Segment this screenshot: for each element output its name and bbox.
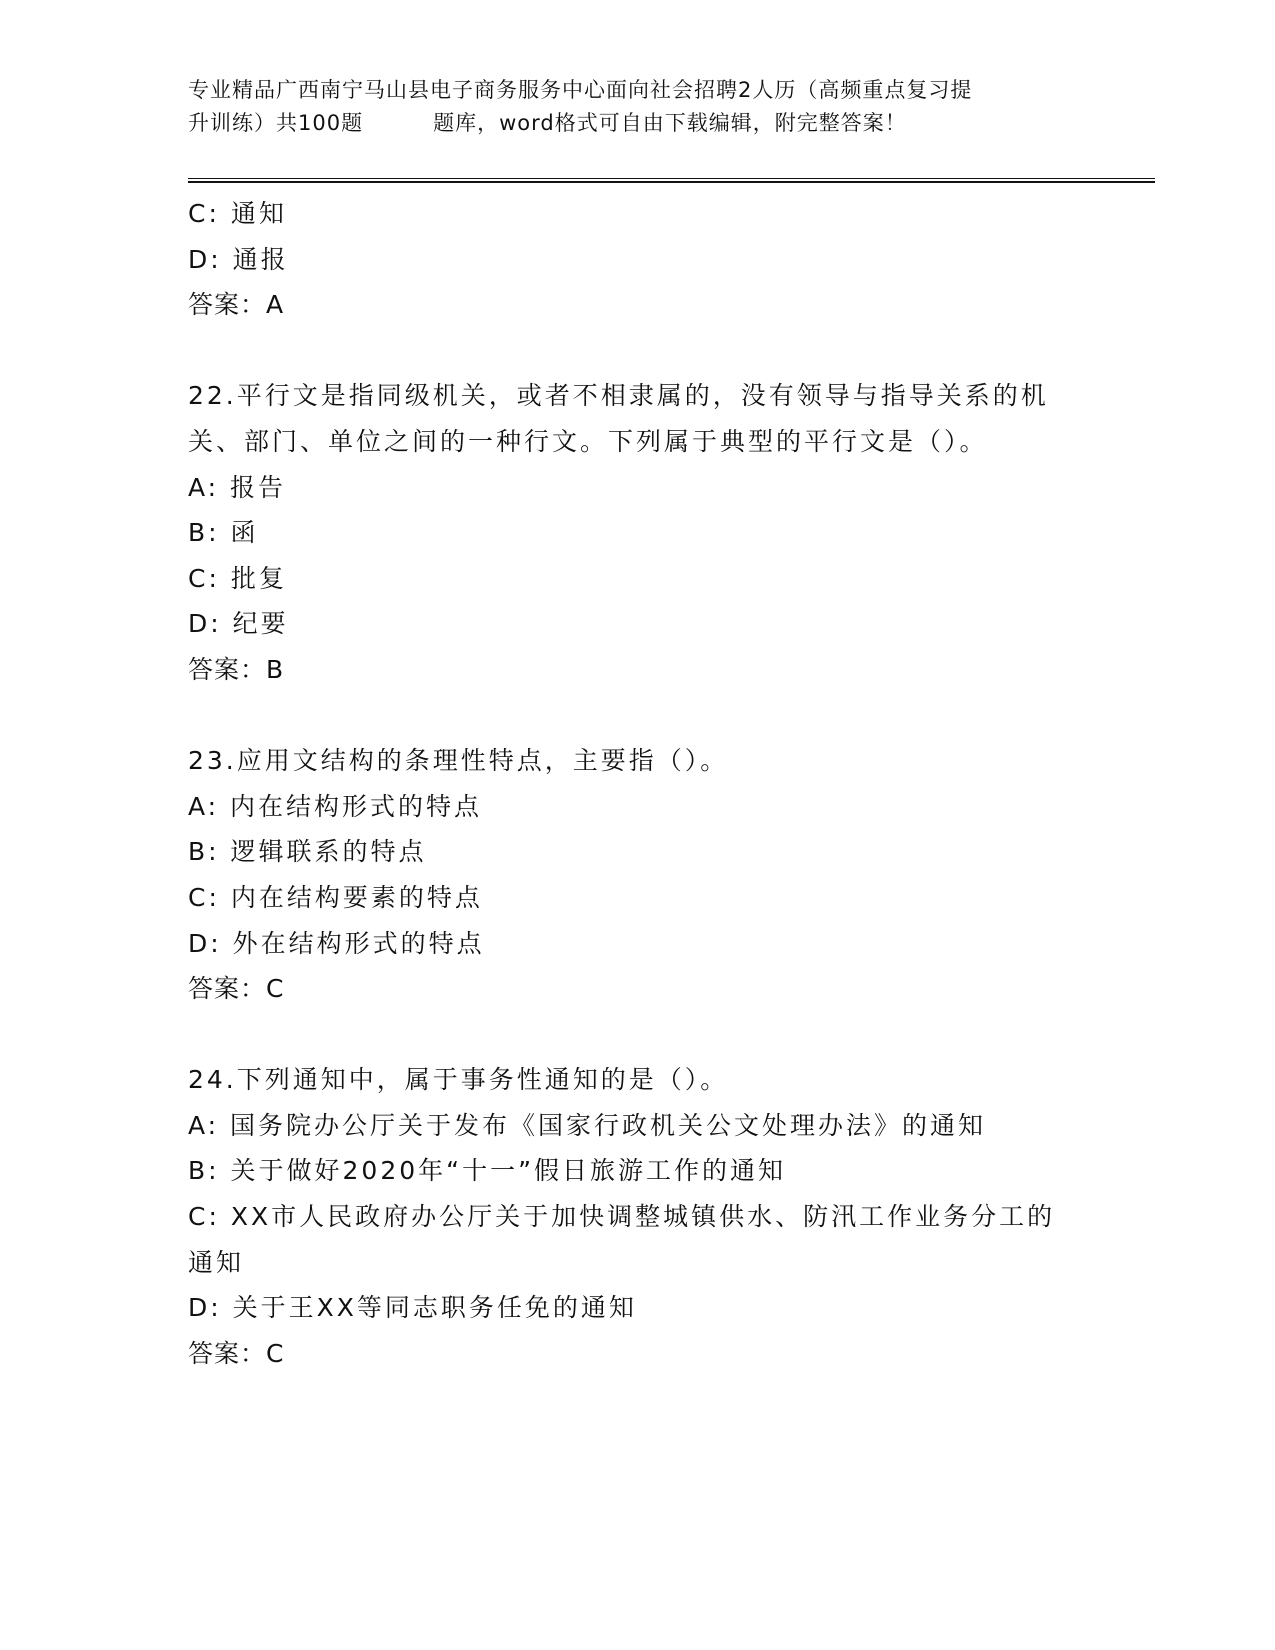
question-text-line-2: 关、部门、单位之间的一种行文。下列属于典型的平行文是（）。 [188,426,988,456]
answer: 答案：B [188,654,285,684]
option-b: B: 函 [188,518,259,548]
header-line-2-part-1: 升训练）共100题 [188,111,364,135]
answer: 答案：C [188,1338,285,1368]
option-d: D: 外在结构形式的特点 [188,928,485,958]
option-a: A: 内在结构形式的特点 [188,791,483,821]
option-d: D: 通报 [188,244,289,274]
option-c: C: 批复 [188,563,287,593]
header-line-2-part-2: 题库，word格式可自由下载编辑，附完整答案！ [433,111,907,135]
option-a: A: 报告 [188,472,287,502]
option-b: B: 逻辑联系的特点 [188,837,427,867]
spacer [188,693,1088,739]
question-list [188,191,1088,1376]
question-text-line-1: 23.应用文结构的条理性特点，主要指（）。 [188,746,729,776]
option-a: A: 国务院办公厅关于发布《国家行政机关公文处理办法》的通知 [188,1110,987,1140]
option-c-line-2: 通知 [188,1247,245,1277]
answer: 答案：C [188,974,285,1004]
question-text-line-1: 24.下列通知中，属于事务性通知的是（）。 [188,1065,729,1095]
option-d: D: 关于王XX等同志职务任免的通知 [188,1293,637,1323]
spacer [188,1012,1088,1058]
option-c-line-1: C: XX市人民政府办公厅关于加快调整城镇供水、防汛工作业务分工的 [188,1202,1056,1232]
option-c: C: 内在结构要素的特点 [188,882,483,912]
question-text-line-1: 22.平行文是指同级机关，或者不相隶属的，没有领导与指导关系的机 [188,381,1049,411]
option-c: C: 通知 [188,199,287,228]
header-rule-thick [188,181,1155,183]
question-22 [188,373,1088,692]
header-rule-thin [188,178,1155,179]
header-line-2 [188,107,1088,140]
spacer [188,328,1088,374]
question-23 [188,738,1088,1012]
question-24 [188,1057,1088,1376]
option-b: B: 关于做好2020年“十一”假日旅游工作的通知 [188,1156,787,1186]
question-21-tail [188,191,1088,328]
header-line-1: 专业精品广西南宁马山县电子商务服务中心面向社会招聘2人历（高频重点复习提 [188,78,973,102]
page-header [188,74,1088,140]
answer: 答案：A [188,290,285,320]
option-d: D: 纪要 [188,609,289,639]
